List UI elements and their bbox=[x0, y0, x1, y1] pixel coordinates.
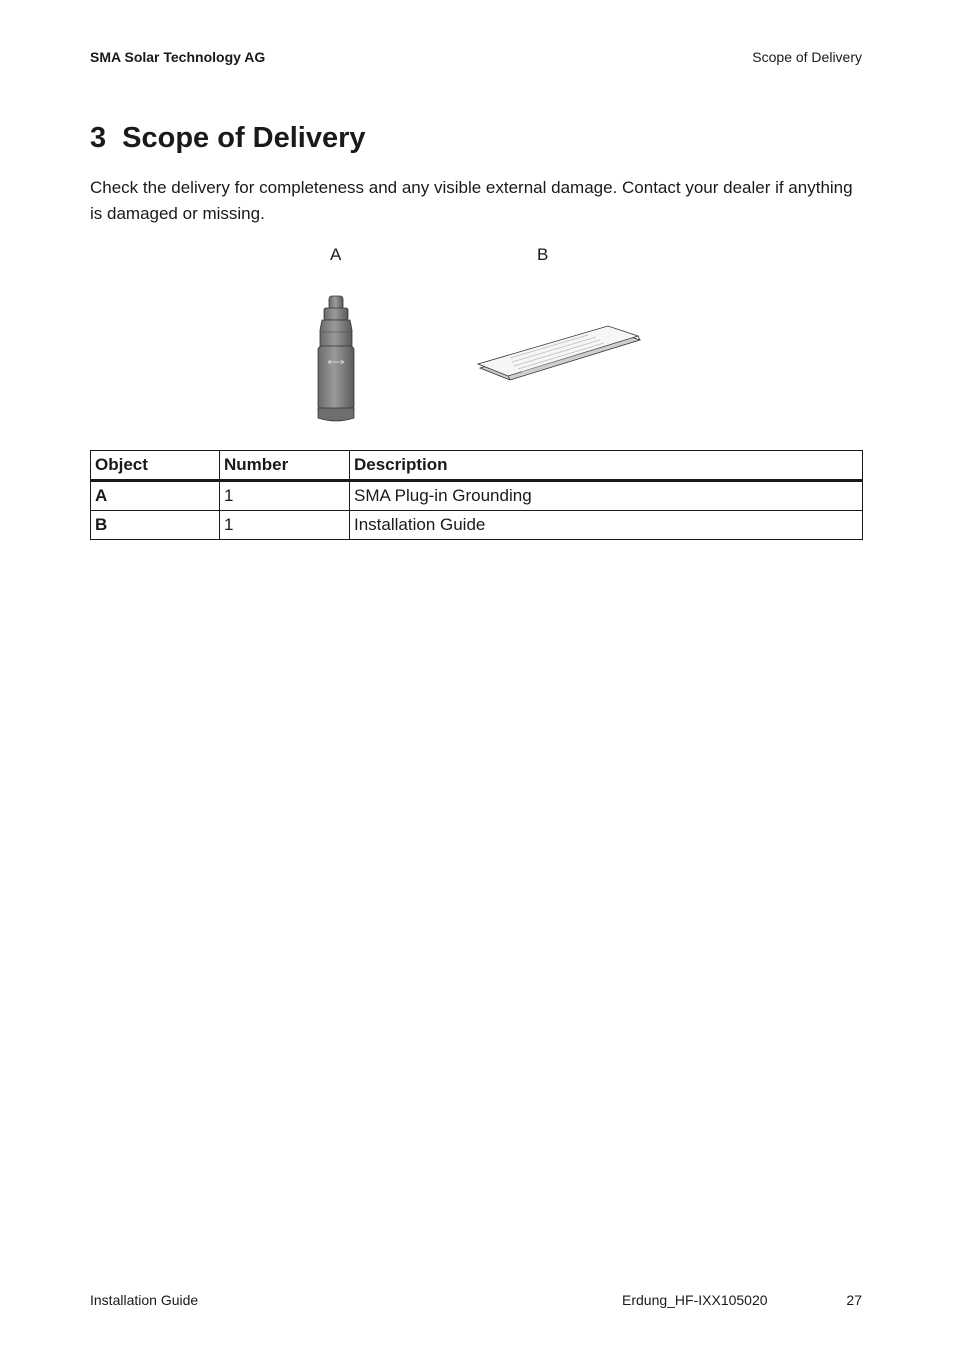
scope-of-delivery-table bbox=[90, 450, 863, 540]
intro-paragraph: Check the delivery for completeness and any visible external damage. Contact your dealer if anything is damaged or missing. bbox=[90, 178, 853, 223]
footer-doc-code: Erdung_HF-IXX105020 bbox=[622, 1292, 768, 1308]
header-section: Scope of Delivery bbox=[752, 49, 862, 65]
chapter-number: 3 bbox=[90, 122, 107, 154]
column-header-object: Object bbox=[91, 451, 220, 481]
table-header-row bbox=[91, 451, 863, 481]
column-header-description: Description bbox=[350, 451, 863, 481]
footer-page-number: 27 bbox=[846, 1292, 862, 1308]
header-company: SMA Solar Technology AG bbox=[90, 49, 266, 65]
cell-object: A bbox=[91, 481, 220, 511]
table-row bbox=[91, 481, 863, 511]
cell-description: SMA Plug-in Grounding bbox=[350, 481, 863, 511]
page-title bbox=[90, 122, 366, 155]
plug-in-grounding-illustration bbox=[300, 290, 380, 430]
cell-number: 1 bbox=[220, 481, 350, 511]
figure-label-b: B bbox=[537, 245, 549, 264]
installation-guide-illustration bbox=[470, 300, 650, 400]
footer-doc-type: Installation Guide bbox=[90, 1292, 199, 1308]
cell-description: Installation Guide bbox=[350, 511, 863, 540]
column-header-number: Number bbox=[220, 451, 350, 481]
table-row bbox=[91, 511, 863, 540]
figure-label-a: A bbox=[330, 245, 342, 264]
cell-number: 1 bbox=[220, 511, 350, 540]
chapter-title: Scope of Delivery bbox=[122, 122, 366, 154]
cell-object: B bbox=[91, 511, 220, 540]
